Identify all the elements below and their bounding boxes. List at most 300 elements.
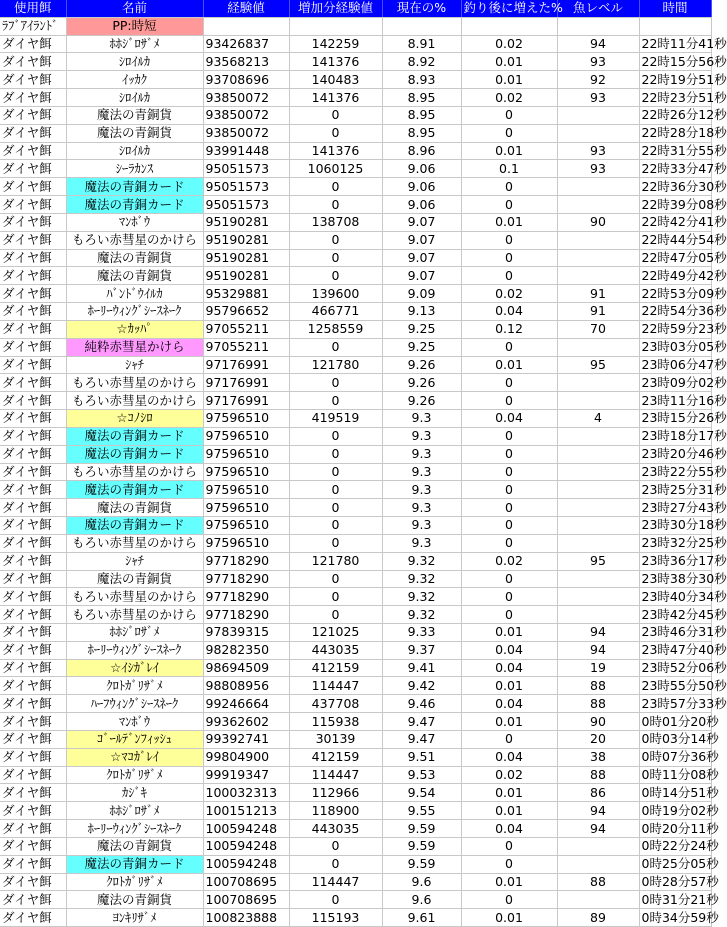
exp-cell[interactable]: 100594248 <box>203 837 289 855</box>
fish-level-cell[interactable] <box>557 463 639 481</box>
name-cell[interactable]: 魔法の青銅カード <box>66 855 203 873</box>
bait-cell[interactable]: ダイヤ餌 <box>0 481 66 499</box>
fish-level-cell[interactable]: 88 <box>557 873 639 891</box>
time-cell[interactable]: 22時42分41秒 <box>639 213 711 231</box>
gain-cell[interactable]: 114447 <box>289 677 382 695</box>
fish-level-cell[interactable] <box>557 481 639 499</box>
bait-cell[interactable]: ダイヤ餌 <box>0 267 66 285</box>
name-cell[interactable]: ｼｬﾁ <box>66 552 203 570</box>
current-pct-cell[interactable]: 9.6 <box>382 873 461 891</box>
fish-level-cell[interactable]: 95 <box>557 552 639 570</box>
increase-pct-cell[interactable]: 0.02 <box>461 285 557 303</box>
gain-cell[interactable]: 0 <box>289 267 382 285</box>
increase-pct-cell[interactable]: 0 <box>461 106 557 124</box>
current-pct-cell[interactable]: 8.95 <box>382 124 461 142</box>
increase-pct-cell[interactable]: 0.12 <box>461 320 557 338</box>
gain-cell[interactable]: 138708 <box>289 213 382 231</box>
time-cell[interactable]: 22時47分05秒 <box>639 249 711 267</box>
current-pct-cell[interactable]: 9.13 <box>382 303 461 321</box>
name-cell[interactable]: 魔法の青銅貨 <box>66 267 203 285</box>
increase-pct-cell[interactable]: 0.01 <box>461 784 557 802</box>
exp-cell[interactable]: 93991448 <box>203 142 289 160</box>
exp-cell[interactable]: 97718290 <box>203 570 289 588</box>
exp-cell[interactable]: 97596510 <box>203 534 289 552</box>
exp-cell[interactable]: 95190281 <box>203 267 289 285</box>
power-play-cell[interactable]: PP:時短 <box>66 17 203 35</box>
name-cell[interactable]: 魔法の青銅貨 <box>66 249 203 267</box>
gain-cell[interactable]: 141376 <box>289 53 382 71</box>
name-cell[interactable]: 魔法の青銅カード <box>66 178 203 196</box>
gain-cell[interactable]: 141376 <box>289 89 382 107</box>
time-cell[interactable]: 0時14分51秒 <box>639 784 711 802</box>
name-cell[interactable]: ﾎﾎｼﾞﾛｻﾞﾒ <box>66 623 203 641</box>
bait-cell[interactable]: ダイヤ餌 <box>0 427 66 445</box>
time-cell[interactable]: 23時47分40秒 <box>639 641 711 659</box>
increase-pct-cell[interactable]: 0.01 <box>461 71 557 89</box>
fish-level-cell[interactable] <box>557 534 639 552</box>
exp-cell[interactable]: 95329881 <box>203 285 289 303</box>
header-exp[interactable]: 経験値 <box>203 0 289 17</box>
name-cell[interactable]: 魔法の青銅貨 <box>66 837 203 855</box>
time-cell[interactable]: 22時33分47秒 <box>639 160 711 178</box>
name-cell[interactable]: もろい赤彗星のかけら <box>66 374 203 392</box>
name-cell[interactable]: ﾎﾎｼﾞﾛｻﾞﾒ <box>66 802 203 820</box>
bait-cell[interactable]: ダイヤ餌 <box>0 71 66 89</box>
bait-cell[interactable]: ダイヤ餌 <box>0 909 66 927</box>
fish-level-cell[interactable]: 92 <box>557 71 639 89</box>
name-cell[interactable]: ﾏﾝﾎﾞｳ <box>66 713 203 731</box>
fish-level-cell[interactable]: 70 <box>557 320 639 338</box>
name-cell[interactable]: ｼﾛｲﾙｶ <box>66 53 203 71</box>
name-cell[interactable]: 魔法の青銅貨 <box>66 570 203 588</box>
increase-pct-cell[interactable]: 0.02 <box>461 89 557 107</box>
bait-cell[interactable]: ダイヤ餌 <box>0 730 66 748</box>
exp-cell[interactable]: 97596510 <box>203 499 289 517</box>
exp-cell[interactable]: 97596510 <box>203 481 289 499</box>
bait-cell[interactable]: ダイヤ餌 <box>0 338 66 356</box>
bait-cell[interactable]: ダイヤ餌 <box>0 303 66 321</box>
gain-cell[interactable]: 419519 <box>289 410 382 428</box>
gain-cell[interactable]: 412159 <box>289 748 382 766</box>
increase-pct-cell[interactable]: 0 <box>461 837 557 855</box>
bait-cell[interactable]: ダイヤ餌 <box>0 374 66 392</box>
increase-pct-cell[interactable]: 0.04 <box>461 303 557 321</box>
fish-level-cell[interactable]: 20 <box>557 730 639 748</box>
fish-level-cell[interactable] <box>557 267 639 285</box>
empty-cell[interactable] <box>203 17 289 35</box>
bait-cell[interactable]: ダイヤ餌 <box>0 249 66 267</box>
fish-level-cell[interactable] <box>557 517 639 535</box>
current-pct-cell[interactable]: 8.91 <box>382 35 461 53</box>
time-cell[interactable]: 23時27分43秒 <box>639 499 711 517</box>
gain-cell[interactable]: 437708 <box>289 695 382 713</box>
increase-pct-cell[interactable]: 0 <box>461 517 557 535</box>
fish-level-cell[interactable]: 88 <box>557 766 639 784</box>
time-cell[interactable]: 23時38分30秒 <box>639 570 711 588</box>
exp-cell[interactable]: 93850072 <box>203 124 289 142</box>
increase-pct-cell[interactable]: 0 <box>461 178 557 196</box>
name-cell[interactable]: 魔法の青銅カード <box>66 481 203 499</box>
exp-cell[interactable]: 100594248 <box>203 855 289 873</box>
time-cell[interactable]: 0時28分57秒 <box>639 873 711 891</box>
bait-cell[interactable]: ダイヤ餌 <box>0 570 66 588</box>
fish-level-cell[interactable] <box>557 124 639 142</box>
current-pct-cell[interactable]: 9.54 <box>382 784 461 802</box>
increase-pct-cell[interactable]: 0.01 <box>461 142 557 160</box>
increase-pct-cell[interactable]: 0 <box>461 499 557 517</box>
fish-level-cell[interactable]: 94 <box>557 802 639 820</box>
fish-level-cell[interactable]: 86 <box>557 784 639 802</box>
gain-cell[interactable]: 139600 <box>289 285 382 303</box>
gain-cell[interactable]: 466771 <box>289 303 382 321</box>
name-cell[interactable]: ﾏﾝﾎﾞｳ <box>66 213 203 231</box>
current-pct-cell[interactable]: 9.06 <box>382 196 461 214</box>
gain-cell[interactable]: 0 <box>289 570 382 588</box>
gain-cell[interactable]: 0 <box>289 427 382 445</box>
current-pct-cell[interactable]: 9.55 <box>382 802 461 820</box>
increase-pct-cell[interactable]: 0.04 <box>461 820 557 838</box>
gain-cell[interactable]: 0 <box>289 588 382 606</box>
current-pct-cell[interactable]: 9.07 <box>382 267 461 285</box>
time-cell[interactable]: 22時49分42秒 <box>639 267 711 285</box>
exp-cell[interactable]: 97718290 <box>203 606 289 624</box>
increase-pct-cell[interactable]: 0 <box>461 891 557 909</box>
exp-cell[interactable]: 98808956 <box>203 677 289 695</box>
name-cell[interactable]: ｺﾞｰﾙﾃﾞﾝﾌｨｯｼｭ <box>66 730 203 748</box>
time-cell[interactable]: 0時25分05秒 <box>639 855 711 873</box>
increase-pct-cell[interactable]: 0 <box>461 124 557 142</box>
time-cell[interactable]: 23時46分31秒 <box>639 623 711 641</box>
gain-cell[interactable]: 0 <box>289 196 382 214</box>
header-gain[interactable]: 増加分経験値 <box>289 0 382 17</box>
bait-cell[interactable]: ダイヤ餌 <box>0 784 66 802</box>
time-cell[interactable]: 0時03分14秒 <box>639 730 711 748</box>
time-cell[interactable]: 23時55分50秒 <box>639 677 711 695</box>
name-cell[interactable]: ☆ﾏｺｶﾞﾚｲ <box>66 748 203 766</box>
bait-cell[interactable]: ダイヤ餌 <box>0 89 66 107</box>
fish-level-cell[interactable] <box>557 606 639 624</box>
name-cell[interactable]: 魔法の青銅カード <box>66 196 203 214</box>
current-pct-cell[interactable]: 8.95 <box>382 106 461 124</box>
name-cell[interactable]: ｶｼﾞｷ <box>66 784 203 802</box>
name-cell[interactable]: ﾎｰﾘｰｳｨﾝｸﾞｼｰｽﾈｰｸ <box>66 641 203 659</box>
name-cell[interactable]: 純粋赤彗星かけら <box>66 338 203 356</box>
current-pct-cell[interactable]: 9.53 <box>382 766 461 784</box>
fish-level-cell[interactable]: 19 <box>557 659 639 677</box>
bait-cell[interactable]: ダイヤ餌 <box>0 588 66 606</box>
time-cell[interactable]: 23時22分55秒 <box>639 463 711 481</box>
time-cell[interactable]: 23時15分26秒 <box>639 410 711 428</box>
bait-cell[interactable]: ダイヤ餌 <box>0 873 66 891</box>
gain-cell[interactable]: 0 <box>289 837 382 855</box>
current-pct-cell[interactable]: 9.3 <box>382 445 461 463</box>
exp-cell[interactable]: 100032313 <box>203 784 289 802</box>
bait-cell[interactable]: ダイヤ餌 <box>0 677 66 695</box>
gain-cell[interactable]: 0 <box>289 106 382 124</box>
bait-cell[interactable]: ダイヤ餌 <box>0 356 66 374</box>
time-cell[interactable]: 23時25分31秒 <box>639 481 711 499</box>
fish-level-cell[interactable]: 90 <box>557 213 639 231</box>
current-pct-cell[interactable]: 9.3 <box>382 534 461 552</box>
empty-cell[interactable] <box>557 17 639 35</box>
fish-level-cell[interactable] <box>557 374 639 392</box>
current-pct-cell[interactable]: 9.3 <box>382 517 461 535</box>
current-pct-cell[interactable]: 8.96 <box>382 142 461 160</box>
name-cell[interactable]: 魔法の青銅貨 <box>66 499 203 517</box>
name-cell[interactable]: ｼﾛｲﾙｶ <box>66 142 203 160</box>
time-cell[interactable]: 22時11分41秒 <box>639 35 711 53</box>
time-cell[interactable]: 22時54分36秒 <box>639 303 711 321</box>
current-pct-cell[interactable]: 9.32 <box>382 552 461 570</box>
bait-cell[interactable]: ダイヤ餌 <box>0 124 66 142</box>
current-pct-cell[interactable]: 9.09 <box>382 285 461 303</box>
fish-level-cell[interactable]: 93 <box>557 142 639 160</box>
increase-pct-cell[interactable]: 0 <box>461 481 557 499</box>
name-cell[interactable]: 魔法の青銅カード <box>66 445 203 463</box>
bait-cell[interactable]: ダイヤ餌 <box>0 410 66 428</box>
current-pct-cell[interactable]: 9.06 <box>382 160 461 178</box>
gain-cell[interactable]: 114447 <box>289 766 382 784</box>
name-cell[interactable]: 魔法の青銅カード <box>66 517 203 535</box>
increase-pct-cell[interactable]: 0 <box>461 606 557 624</box>
time-cell[interactable]: 0時01分20秒 <box>639 713 711 731</box>
bait-cell[interactable]: ダイヤ餌 <box>0 517 66 535</box>
gain-cell[interactable]: 0 <box>289 499 382 517</box>
current-pct-cell[interactable]: 8.95 <box>382 89 461 107</box>
name-cell[interactable]: ﾊｰﾌｳｨﾝｸﾞｼｰｽﾈｰｸ <box>66 695 203 713</box>
fish-level-cell[interactable]: 94 <box>557 35 639 53</box>
fish-level-cell[interactable] <box>557 570 639 588</box>
time-cell[interactable]: 23時09分02秒 <box>639 374 711 392</box>
increase-pct-cell[interactable]: 0.01 <box>461 909 557 927</box>
name-cell[interactable]: 魔法の青銅貨 <box>66 891 203 909</box>
fish-level-cell[interactable]: 93 <box>557 89 639 107</box>
time-cell[interactable]: 23時06分47秒 <box>639 356 711 374</box>
gain-cell[interactable]: 30139 <box>289 730 382 748</box>
gain-cell[interactable]: 0 <box>289 338 382 356</box>
increase-pct-cell[interactable]: 0.01 <box>461 713 557 731</box>
increase-pct-cell[interactable]: 0.01 <box>461 356 557 374</box>
bait-cell[interactable]: ダイヤ餌 <box>0 534 66 552</box>
increase-pct-cell[interactable]: 0.1 <box>461 160 557 178</box>
empty-cell[interactable] <box>461 17 557 35</box>
fish-level-cell[interactable]: 91 <box>557 285 639 303</box>
increase-pct-cell[interactable]: 0.01 <box>461 213 557 231</box>
name-cell[interactable]: ｼﾛｲﾙｶ <box>66 89 203 107</box>
increase-pct-cell[interactable]: 0 <box>461 855 557 873</box>
name-cell[interactable]: ☆ｶｯﾊﾟ <box>66 320 203 338</box>
increase-pct-cell[interactable]: 0 <box>461 267 557 285</box>
current-pct-cell[interactable]: 9.33 <box>382 623 461 641</box>
exp-cell[interactable]: 93850072 <box>203 106 289 124</box>
current-pct-cell[interactable]: 9.61 <box>382 909 461 927</box>
increase-pct-cell[interactable]: 0 <box>461 338 557 356</box>
bait-cell[interactable]: ダイヤ餌 <box>0 106 66 124</box>
time-cell[interactable]: 23時20分46秒 <box>639 445 711 463</box>
fish-level-cell[interactable]: 94 <box>557 641 639 659</box>
time-cell[interactable]: 22時23分51秒 <box>639 89 711 107</box>
fish-level-cell[interactable] <box>557 427 639 445</box>
current-pct-cell[interactable]: 9.3 <box>382 499 461 517</box>
gain-cell[interactable]: 443035 <box>289 641 382 659</box>
increase-pct-cell[interactable]: 0.01 <box>461 53 557 71</box>
time-cell[interactable]: 0時07分36秒 <box>639 748 711 766</box>
header-time[interactable]: 時間 <box>639 0 711 17</box>
increase-pct-cell[interactable]: 0.04 <box>461 410 557 428</box>
fish-level-cell[interactable] <box>557 338 639 356</box>
increase-pct-cell[interactable]: 0 <box>461 392 557 410</box>
current-pct-cell[interactable]: 9.07 <box>382 231 461 249</box>
current-pct-cell[interactable]: 9.32 <box>382 606 461 624</box>
current-pct-cell[interactable]: 9.3 <box>382 463 461 481</box>
exp-cell[interactable]: 95051573 <box>203 160 289 178</box>
gain-cell[interactable]: 0 <box>289 445 382 463</box>
exp-cell[interactable]: 98282350 <box>203 641 289 659</box>
current-pct-cell[interactable]: 9.41 <box>382 659 461 677</box>
fish-level-cell[interactable] <box>557 499 639 517</box>
time-cell[interactable]: 23時32分25秒 <box>639 534 711 552</box>
increase-pct-cell[interactable]: 0.04 <box>461 659 557 677</box>
exp-cell[interactable]: 97596510 <box>203 463 289 481</box>
fish-level-cell[interactable] <box>557 249 639 267</box>
gain-cell[interactable]: 412159 <box>289 659 382 677</box>
gain-cell[interactable]: 114447 <box>289 873 382 891</box>
exp-cell[interactable]: 97718290 <box>203 552 289 570</box>
current-pct-cell[interactable]: 9.32 <box>382 570 461 588</box>
current-pct-cell[interactable]: 9.25 <box>382 320 461 338</box>
bait-cell[interactable]: ダイヤ餌 <box>0 213 66 231</box>
bait-cell[interactable]: ダイヤ餌 <box>0 196 66 214</box>
fish-level-cell[interactable]: 93 <box>557 53 639 71</box>
time-cell[interactable]: 23時03分05秒 <box>639 338 711 356</box>
bait-cell[interactable]: ダイヤ餌 <box>0 53 66 71</box>
name-cell[interactable]: ﾎｰﾘｰｳｨﾝｸﾞｼｰｽﾈｰｸ <box>66 820 203 838</box>
name-cell[interactable]: ﾎﾎｼﾞﾛｻﾞﾒ <box>66 35 203 53</box>
exp-cell[interactable]: 100151213 <box>203 802 289 820</box>
empty-cell[interactable] <box>639 17 711 35</box>
fish-level-cell[interactable] <box>557 178 639 196</box>
time-cell[interactable]: 22時31分55秒 <box>639 142 711 160</box>
bait-cell[interactable]: ダイヤ餌 <box>0 623 66 641</box>
bait-cell[interactable]: ダイヤ餌 <box>0 392 66 410</box>
gain-cell[interactable]: 0 <box>289 855 382 873</box>
time-cell[interactable]: 22時19分51秒 <box>639 71 711 89</box>
exp-cell[interactable]: 100823888 <box>203 909 289 927</box>
current-pct-cell[interactable]: 9.59 <box>382 820 461 838</box>
empty-cell[interactable] <box>382 17 461 35</box>
fish-level-cell[interactable]: 95 <box>557 356 639 374</box>
fish-level-cell[interactable]: 93 <box>557 160 639 178</box>
current-pct-cell[interactable]: 9.51 <box>382 748 461 766</box>
bait-cell[interactable]: ダイヤ餌 <box>0 320 66 338</box>
bait-cell[interactable]: ダイヤ餌 <box>0 695 66 713</box>
gain-cell[interactable]: 0 <box>289 392 382 410</box>
current-pct-cell[interactable]: 9.3 <box>382 427 461 445</box>
increase-pct-cell[interactable]: 0 <box>461 427 557 445</box>
fish-level-cell[interactable]: 89 <box>557 909 639 927</box>
time-cell[interactable]: 0時11分08秒 <box>639 766 711 784</box>
bait-cell[interactable]: ダイヤ餌 <box>0 606 66 624</box>
increase-pct-cell[interactable]: 0.01 <box>461 677 557 695</box>
exp-cell[interactable]: 93708696 <box>203 71 289 89</box>
header-fish-level[interactable]: 魚レベル <box>557 0 639 17</box>
time-cell[interactable]: 22時39分08秒 <box>639 196 711 214</box>
gain-cell[interactable]: 0 <box>289 606 382 624</box>
current-pct-cell[interactable]: 9.46 <box>382 695 461 713</box>
current-pct-cell[interactable]: 9.26 <box>382 356 461 374</box>
name-cell[interactable]: もろい赤彗星のかけら <box>66 534 203 552</box>
gain-cell[interactable]: 0 <box>289 891 382 909</box>
gain-cell[interactable]: 1258559 <box>289 320 382 338</box>
current-pct-cell[interactable]: 9.3 <box>382 481 461 499</box>
current-pct-cell[interactable]: 9.26 <box>382 374 461 392</box>
current-pct-cell[interactable]: 8.93 <box>382 71 461 89</box>
time-cell[interactable]: 0時31分21秒 <box>639 891 711 909</box>
exp-cell[interactable]: 97596510 <box>203 517 289 535</box>
gain-cell[interactable]: 121780 <box>289 552 382 570</box>
time-cell[interactable]: 23時18分17秒 <box>639 427 711 445</box>
exp-cell[interactable]: 99362602 <box>203 713 289 731</box>
increase-pct-cell[interactable]: 0.04 <box>461 748 557 766</box>
exp-cell[interactable]: 97176991 <box>203 356 289 374</box>
name-cell[interactable]: ｼｬﾁ <box>66 356 203 374</box>
bait-cell[interactable]: ダイヤ餌 <box>0 891 66 909</box>
name-cell[interactable]: もろい赤彗星のかけら <box>66 606 203 624</box>
time-cell[interactable]: 22時26分12秒 <box>639 106 711 124</box>
gain-cell[interactable]: 1060125 <box>289 160 382 178</box>
bait-cell[interactable]: ダイヤ餌 <box>0 35 66 53</box>
header-bait[interactable]: 使用餌 <box>0 0 66 17</box>
gain-cell[interactable]: 141376 <box>289 142 382 160</box>
exp-cell[interactable]: 93568213 <box>203 53 289 71</box>
time-cell[interactable]: 22時53分09秒 <box>639 285 711 303</box>
bait-cell[interactable]: ダイヤ餌 <box>0 160 66 178</box>
increase-pct-cell[interactable]: 0.02 <box>461 552 557 570</box>
header-current-pct[interactable]: 現在の% <box>382 0 461 17</box>
bait-cell[interactable]: ダイヤ餌 <box>0 820 66 838</box>
gain-cell[interactable]: 443035 <box>289 820 382 838</box>
name-cell[interactable]: ﾊﾞﾝﾄﾞｳｲﾙｶ <box>66 285 203 303</box>
fish-level-cell[interactable] <box>557 231 639 249</box>
exp-cell[interactable]: 100708695 <box>203 891 289 909</box>
exp-cell[interactable]: 95190281 <box>203 231 289 249</box>
fish-level-cell[interactable]: 94 <box>557 820 639 838</box>
bait-cell[interactable]: ダイヤ餌 <box>0 463 66 481</box>
fish-level-cell[interactable] <box>557 196 639 214</box>
increase-pct-cell[interactable]: 0 <box>461 463 557 481</box>
bait-cell[interactable]: ダイヤ餌 <box>0 766 66 784</box>
increase-pct-cell[interactable]: 0 <box>461 249 557 267</box>
name-cell[interactable]: ｲｯｶｸ <box>66 71 203 89</box>
header-name[interactable]: 名前 <box>66 0 203 17</box>
time-cell[interactable]: 0時22分24秒 <box>639 837 711 855</box>
exp-cell[interactable]: 97176991 <box>203 374 289 392</box>
gain-cell[interactable]: 121025 <box>289 623 382 641</box>
time-cell[interactable]: 0時34分59秒 <box>639 909 711 927</box>
gain-cell[interactable]: 0 <box>289 463 382 481</box>
gain-cell[interactable]: 140483 <box>289 71 382 89</box>
exp-cell[interactable]: 95190281 <box>203 213 289 231</box>
bait-cell[interactable]: ダイヤ餌 <box>0 178 66 196</box>
increase-pct-cell[interactable]: 0.01 <box>461 802 557 820</box>
name-cell[interactable]: 魔法の青銅貨 <box>66 106 203 124</box>
name-cell[interactable]: ｼｰﾗｶﾝｽ <box>66 160 203 178</box>
increase-pct-cell[interactable]: 0.02 <box>461 766 557 784</box>
gain-cell[interactable]: 0 <box>289 517 382 535</box>
name-cell[interactable]: ｸﾛﾄｶﾞﾘｻﾞﾒ <box>66 766 203 784</box>
name-cell[interactable]: ｸﾛﾄｶﾞﾘｻﾞﾒ <box>66 873 203 891</box>
exp-cell[interactable]: 97055211 <box>203 320 289 338</box>
